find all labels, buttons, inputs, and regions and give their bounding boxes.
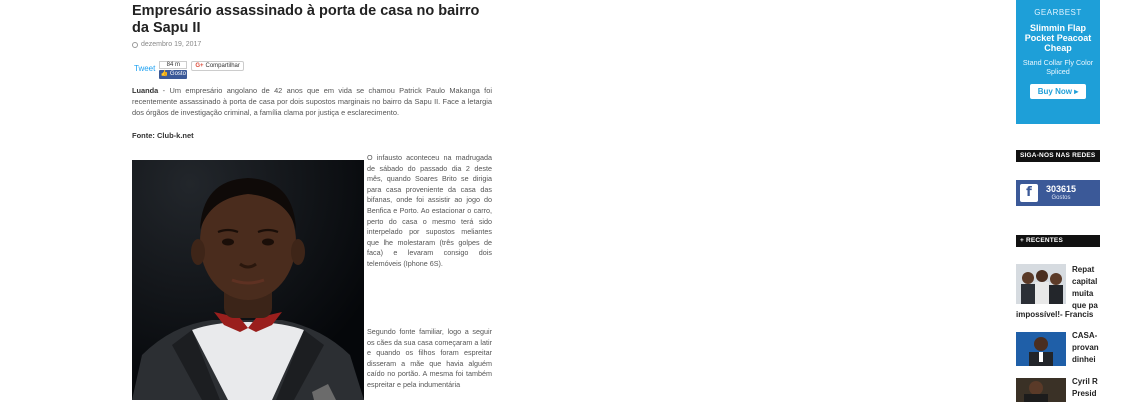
- lead-place: Luanda: [132, 86, 159, 95]
- ad-title: Slimmin Flap Pocket Peacoat Cheap: [1024, 23, 1092, 53]
- google-share-label: Compartilhar: [205, 62, 240, 69]
- portrait-illustration: [132, 160, 364, 400]
- recent-thumbnail: [1016, 378, 1066, 402]
- article-paragraph-1: O infausto aconteceu na madrugada de sábado do passado dia 2 deste mês, quando Soares Brito se dirigia para casa proveniente da casa das bifanas, onde foi assistir ao jogo do Benfica e Porto. Ao estacionar o carro, perto do casa o mesmo terá sido interpelado por supostos meliantes que lhe molestaram (três golpes de faca) e levaram consigo dois telemóveis (Iphone 6S).: [367, 153, 492, 268]
- recent-title-line-4: que pa: [1072, 301, 1098, 310]
- recent-title-line-2: capital: [1072, 277, 1098, 286]
- follow-section-label: SIGA-NOS NAS REDES: [1016, 150, 1100, 162]
- google-plus-icon: G+: [195, 62, 204, 69]
- date-text: dezembro 19, 2017: [141, 41, 202, 48]
- portrait-thumbnail: [1016, 332, 1066, 366]
- article-paragraph-2: Segundo fonte familiar, logo a seguir os cães da sua casa começaram a latir e quando os filhos foram espreitar disseram a mãe que havia alguém caído no portão. A mesma foi também espreitar e pela indumentária: [367, 327, 492, 389]
- recent-section-label: + RECENTES: [1016, 235, 1100, 247]
- recent-thumbnail: [1016, 332, 1066, 366]
- recent-item-1-continuation[interactable]: [1016, 310, 1100, 324]
- recent-item-2[interactable]: [1016, 330, 1100, 368]
- facebook-followers-widget[interactable]: [1016, 180, 1100, 206]
- sidebar: [500, 0, 1099, 400]
- recent-title-line-2: provan: [1072, 343, 1099, 352]
- recent-item-3[interactable]: [1016, 376, 1100, 400]
- recent-title-line-3: dinhei: [1072, 355, 1096, 364]
- recent-title-line-3: muita: [1072, 289, 1094, 298]
- recent-thumbnail: [1016, 264, 1066, 304]
- facebook-like-widget[interactable]: [159, 61, 187, 79]
- facebook-icon: f: [1020, 184, 1038, 202]
- facebook-stats: [1046, 184, 1076, 202]
- article: [0, 0, 500, 400]
- tweet-button[interactable]: Tweet: [134, 64, 156, 73]
- recent-title-line-1: Repat: [1072, 265, 1095, 274]
- facebook-like-label: Gosto: [169, 71, 186, 77]
- ad-buy-now-button[interactable]: Buy Now ▸: [1030, 84, 1086, 99]
- recent-title-line-2: Presid: [1072, 389, 1097, 398]
- portrait-thumbnail: [1016, 378, 1066, 402]
- ad-brand: GEARBEST: [1034, 8, 1082, 17]
- ad-subtitle: Stand Collar Fly Color Spliced: [1022, 58, 1094, 76]
- recent-title-line-1: CASA-: [1072, 331, 1098, 340]
- facebook-follower-count: 303615: [1046, 184, 1077, 194]
- article-source: Fonte: Club-k.net: [132, 131, 194, 140]
- article-lead: [132, 85, 492, 118]
- share-bar: [134, 61, 244, 81]
- lead-text: - Um empresário angolano de 42 anos que em vida se chamou Patrick Paulo Makanga foi recentemente assassinado à porta de casa por dois supostos marginais no bairro da Sapu II. Face a letargia dos órgãos de investigação criminal, a família clama por justiça e esclarecimento.: [132, 86, 492, 117]
- facebook-follower-label: Gostos: [1051, 195, 1071, 201]
- group-photo-thumbnail: [1016, 264, 1066, 304]
- article-date: [132, 41, 201, 48]
- thumbs-up-icon: 👍: [160, 71, 169, 77]
- clock-icon: [132, 42, 138, 48]
- facebook-like-button[interactable]: [159, 70, 187, 79]
- article-headline: Empresário assassinado à porta de casa no bairro da Sapu II: [132, 3, 480, 36]
- recent-title-continuation: impossível!- Francis: [1016, 310, 1094, 319]
- recent-title-line-1: Cyril R: [1072, 377, 1098, 386]
- google-share-button[interactable]: [191, 61, 244, 71]
- article-photo: [132, 160, 364, 400]
- advertisement-banner[interactable]: [1016, 0, 1100, 124]
- facebook-like-count: 84 m: [159, 61, 187, 69]
